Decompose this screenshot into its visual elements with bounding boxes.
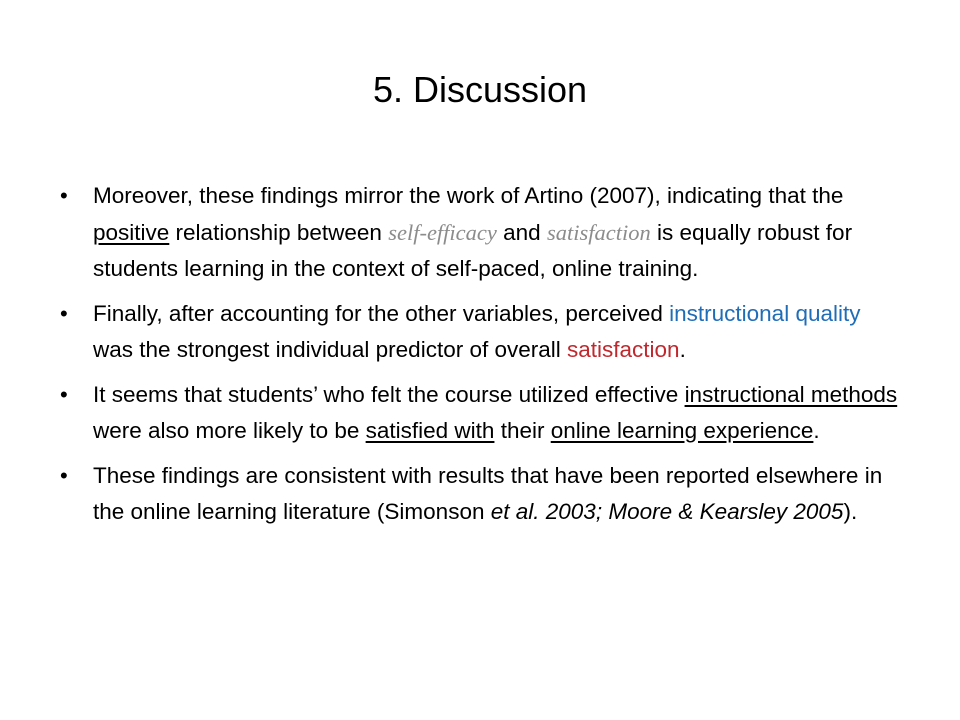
- bullet-icon: •: [60, 462, 68, 488]
- bullet-item-4: [60, 458, 900, 531]
- bullet-item-3: [60, 377, 900, 450]
- bullet-list: [60, 178, 900, 539]
- citation-italic: et al. 2003; Moore & Kearsley 2005: [490, 499, 844, 524]
- bullet-item-1: [60, 178, 900, 288]
- term-satisfaction: satisfaction: [546, 219, 651, 245]
- bullet-text-segment: .: [679, 337, 686, 362]
- bullet-text-segment: were also more likely to be: [93, 418, 366, 443]
- bullet-icon: •: [60, 381, 68, 407]
- bullet-text-segment: relationship between: [169, 219, 389, 245]
- emphasis-satisfied-with: satisfied with: [365, 418, 495, 443]
- bullet-text-segment: These findings are consistent with results that have been reported elsewhere in the online learning literature (Simonson: [93, 462, 883, 524]
- bullet-icon: •: [60, 183, 68, 208]
- emphasis-online-learning-experience: online learning experience: [550, 418, 814, 443]
- bullet-text-segment: It seems that students’ who felt the course utilized effective: [93, 381, 685, 407]
- bullet-text-segment: .: [813, 418, 820, 443]
- emphasis-instructional-methods: instructional methods: [684, 381, 898, 407]
- bullet-text-segment: was the strongest individual predictor of overall: [93, 337, 567, 362]
- emphasis-positive: positive: [93, 219, 170, 245]
- term-instructional-quality: instructional quality: [669, 300, 861, 326]
- bullet-text-segment: Finally, after accounting for the other variables, perceived: [93, 300, 670, 326]
- bullet-text-segment: ).: [843, 499, 858, 524]
- term-satisfaction-red: satisfaction: [567, 337, 680, 362]
- slide-title: 5. Discussion: [372, 69, 588, 110]
- bullet-text-segment: and: [496, 219, 547, 245]
- bullet-text-segment: is equally robust for students learning in the context of self-paced, online training.: [93, 219, 853, 281]
- bullet-text-segment: their: [494, 418, 551, 443]
- bullet-icon: •: [60, 300, 68, 326]
- bullet-item-2: [60, 296, 900, 369]
- bullet-text-segment: Moreover, these findings mirror the work of Artino (2007), indicating that the: [93, 183, 844, 208]
- term-self-efficacy: self-efficacy: [388, 219, 497, 245]
